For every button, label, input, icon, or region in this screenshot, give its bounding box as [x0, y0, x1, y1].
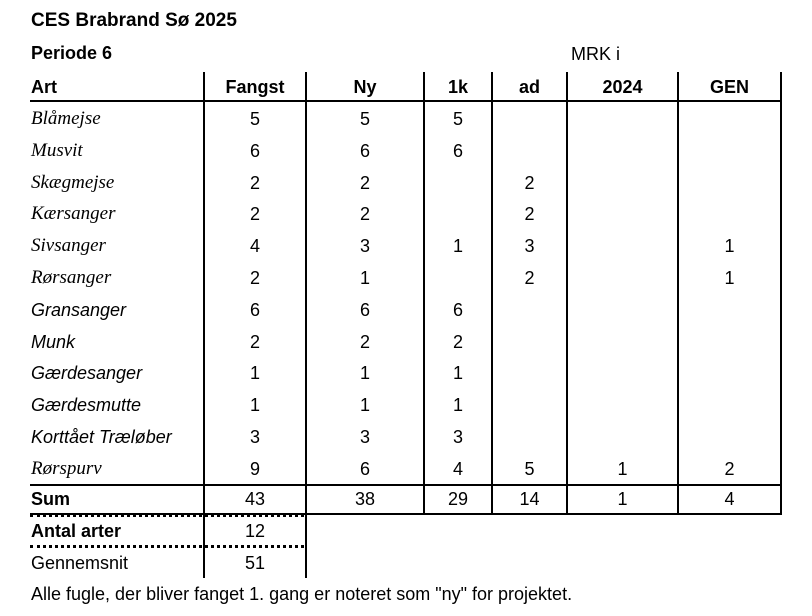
cell-ny: 6	[359, 140, 370, 161]
cell-ad: 2	[524, 204, 535, 225]
gennemsnit-label: Gennemsnit	[31, 553, 129, 573]
cell-1k: 6	[452, 299, 463, 320]
sum-gen: 4	[724, 489, 735, 509]
cell-fangst: 1	[249, 395, 260, 416]
cell-ad	[492, 330, 567, 354]
cell-ad	[492, 425, 567, 449]
cell-ny: 1	[359, 363, 370, 384]
col-divider-1k	[423, 72, 425, 513]
header-fangst: Fangst	[225, 77, 285, 97]
cell-1k: 2	[452, 331, 463, 352]
cell-ad: 3	[524, 236, 535, 257]
cell-2024	[567, 139, 678, 163]
sum-label: Sum	[31, 489, 71, 509]
col-divider-ad	[491, 72, 493, 513]
cell-gen	[678, 107, 781, 131]
cell-ny: 3	[359, 427, 370, 447]
cell-ny: 3	[359, 236, 370, 257]
cell-gen	[678, 298, 781, 322]
cell-2024	[567, 298, 678, 322]
cell-fangst: 4	[249, 236, 260, 257]
cell-gen	[678, 393, 781, 417]
cell-fangst: 2	[249, 204, 260, 225]
sum-divider-top	[30, 484, 782, 486]
col-divider-ny	[305, 72, 307, 578]
cell-ny: 2	[359, 204, 370, 225]
header-2024: 2024	[602, 77, 643, 97]
cell-2024	[567, 171, 678, 195]
page-title: CES Brabrand Sø 2025	[31, 10, 237, 31]
cell-gen	[678, 425, 781, 449]
antal-dotted-divider	[30, 545, 304, 548]
cell-2024: 1	[617, 458, 628, 479]
antal-arter-value: 12	[244, 521, 266, 541]
cell-fangst: 2	[249, 331, 260, 352]
species-name: Korttået Træløber	[31, 427, 172, 447]
species-name: Blåmejse	[31, 108, 101, 129]
cell-fangst: 2	[249, 268, 260, 288]
cell-ny: 5	[359, 109, 370, 129]
cell-ny: 1	[359, 268, 370, 288]
cell-1k	[424, 171, 492, 195]
header-art: Art	[31, 77, 57, 97]
cell-2024	[567, 234, 678, 258]
species-name: Munk	[31, 331, 76, 352]
cell-1k: 5	[452, 109, 463, 129]
cell-gen: 2	[724, 458, 735, 479]
cell-1k: 1	[452, 363, 463, 384]
cell-ad: 2	[524, 268, 535, 288]
sum-fangst: 43	[244, 489, 266, 509]
cell-fangst: 2	[249, 172, 260, 193]
cell-ny: 6	[359, 299, 370, 320]
cell-ny: 1	[359, 395, 370, 416]
sum-1k: 29	[447, 489, 469, 509]
cell-1k: 3	[452, 427, 463, 447]
cell-1k: 6	[452, 140, 463, 161]
sum-ad: 14	[519, 489, 540, 509]
cell-ad	[492, 361, 567, 385]
cell-gen	[678, 361, 781, 385]
header-ad: ad	[518, 77, 540, 97]
header-gen: GEN	[709, 77, 749, 97]
cell-fangst: 3	[249, 427, 260, 447]
species-name: Skægmejse	[31, 171, 115, 193]
footer-note: Alle fugle, der bliver fanget 1. gang er noteret som "ny" for projektet.	[31, 584, 573, 604]
species-name: Gærdesmutte	[31, 395, 142, 416]
cell-1k: 1	[452, 395, 463, 416]
header-1k: 1k	[447, 77, 469, 97]
cell-ad: 2	[524, 172, 535, 193]
cell-2024	[567, 266, 678, 290]
cell-fangst: 6	[249, 299, 260, 320]
cell-gen	[678, 171, 781, 195]
period-label: Periode 6	[31, 43, 113, 63]
cell-gen: 1	[724, 236, 735, 257]
cell-ny: 2	[359, 172, 370, 193]
cell-ad	[492, 298, 567, 322]
species-name: Musvit	[31, 139, 83, 161]
species-name: Gærdesanger	[31, 363, 143, 384]
cell-ad	[492, 393, 567, 417]
antal-arter-label: Antal arter	[31, 521, 122, 541]
species-name: Gransanger	[31, 299, 127, 320]
species-name: Kærsanger	[31, 203, 116, 225]
cell-gen	[678, 330, 781, 354]
cell-fangst: 5	[249, 109, 260, 129]
species-name: Rørsanger	[31, 267, 112, 288]
cell-2024	[567, 330, 678, 354]
cell-1k: 4	[452, 458, 463, 479]
cell-ad	[492, 107, 567, 131]
col-divider-right	[780, 72, 782, 513]
cell-ny: 2	[359, 331, 370, 352]
gennemsnit-value: 51	[244, 553, 266, 573]
sum-dotted-divider	[30, 514, 304, 517]
cell-fangst: 1	[249, 363, 260, 384]
cell-2024	[567, 393, 678, 417]
cell-ad: 5	[524, 458, 535, 479]
col-divider-2024	[566, 72, 568, 513]
cell-2024	[567, 107, 678, 131]
cell-gen	[678, 139, 781, 163]
cell-1k	[424, 266, 492, 290]
cell-gen: 1	[724, 268, 735, 288]
species-name: Rørspurv	[31, 457, 102, 479]
cell-2024	[567, 361, 678, 385]
cell-2024	[567, 425, 678, 449]
sum-2024: 1	[617, 489, 628, 509]
header-divider	[30, 100, 782, 102]
cell-ny: 6	[359, 458, 370, 479]
cell-1k: 1	[452, 236, 463, 257]
cell-fangst: 9	[249, 458, 260, 479]
cell-1k	[424, 202, 492, 226]
mrk-label: MRK i	[571, 44, 620, 64]
cell-2024	[567, 202, 678, 226]
species-name: Sivsanger	[31, 235, 106, 257]
col-divider-fangst	[203, 72, 205, 578]
cell-gen	[678, 202, 781, 226]
col-divider-gen	[677, 72, 679, 513]
cell-fangst: 6	[249, 140, 260, 161]
header-ny: Ny	[353, 77, 377, 97]
sum-ny: 38	[354, 489, 376, 509]
cell-ad	[492, 139, 567, 163]
